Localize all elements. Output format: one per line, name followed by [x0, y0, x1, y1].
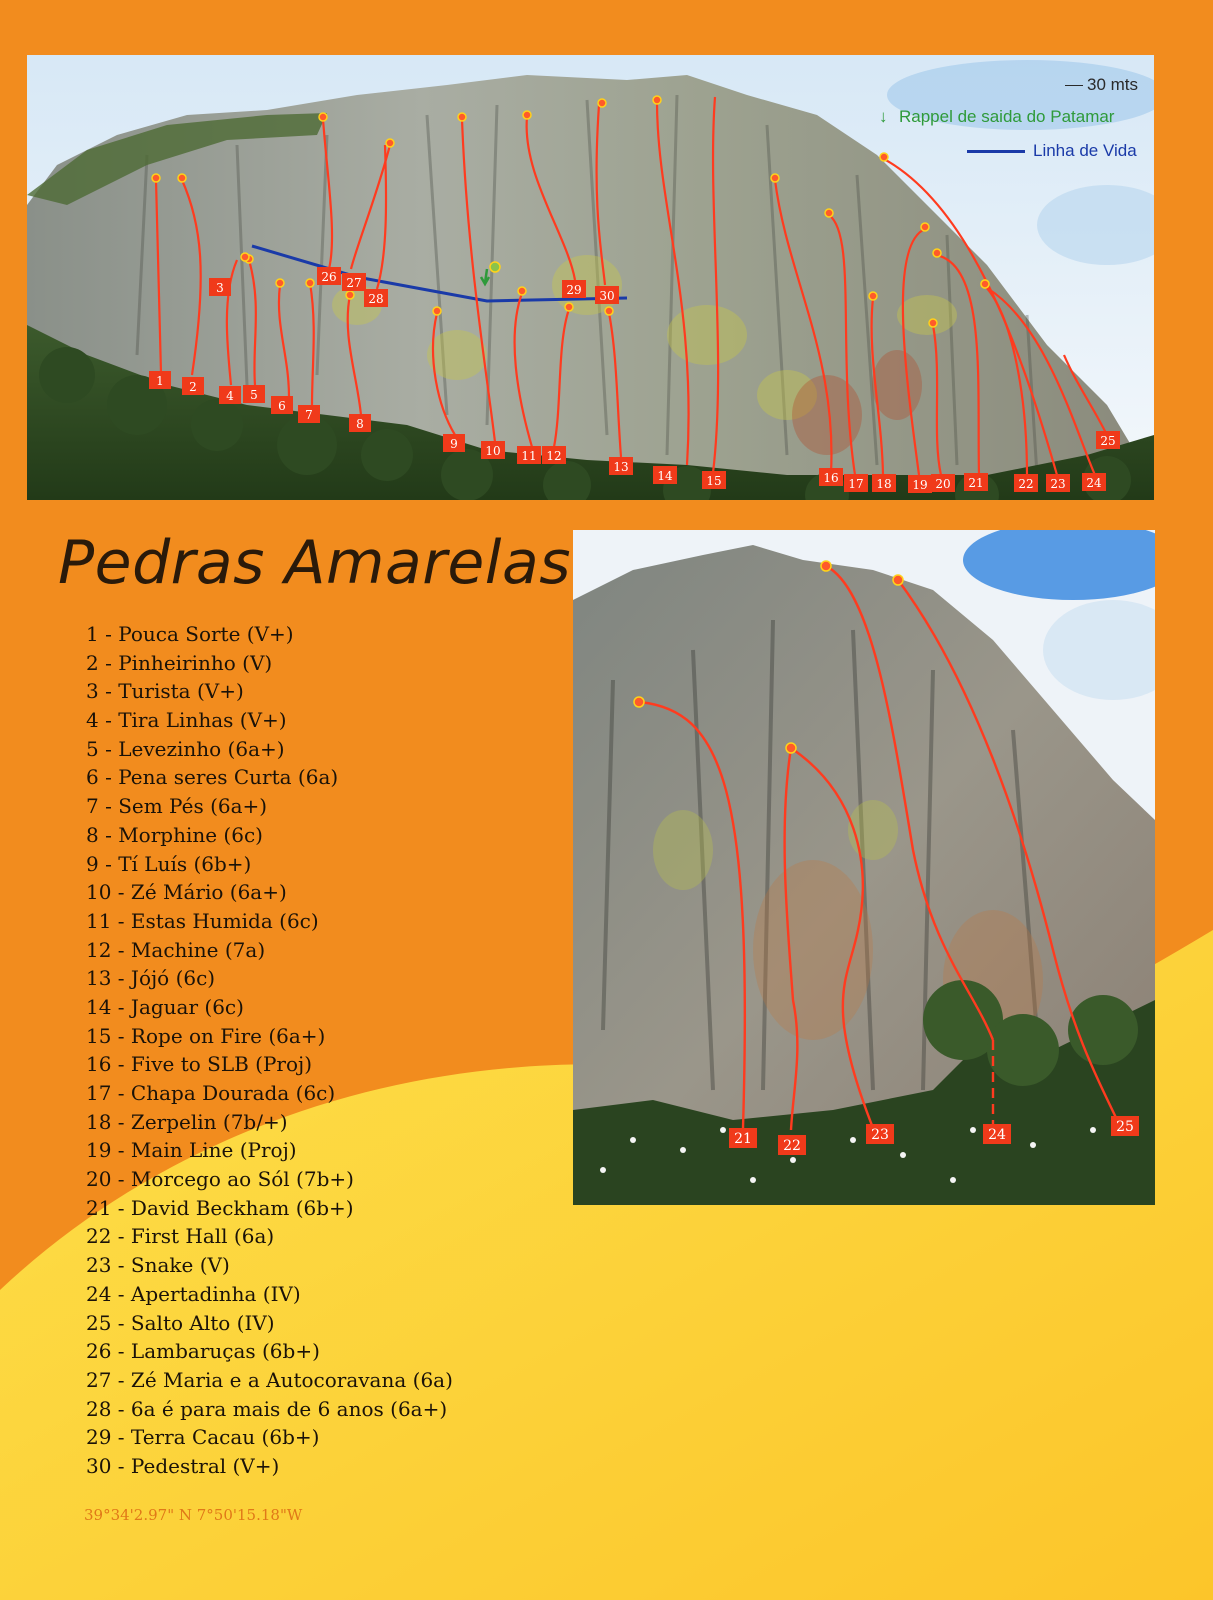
route-list-item: 25 - Salto Alto (IV): [86, 1310, 275, 1335]
scale-bar: [1065, 85, 1083, 86]
route-list-item: 18 - Zerpelin (7b/+): [86, 1109, 288, 1134]
gps-coordinates: 39°34'2.97" N 7°50'15.18"W: [84, 1506, 303, 1524]
svg-text:21: 21: [734, 1131, 752, 1147]
scale-legend: [1065, 75, 1138, 95]
page-title: Pedras Amarelas: [58, 528, 571, 598]
route-list-item: 15 - Rope on Fire (6a+): [86, 1023, 326, 1048]
route-label: [517, 446, 541, 464]
lifeline-legend-line: [967, 150, 1025, 153]
route-label: [653, 466, 677, 484]
route-label: [595, 286, 619, 304]
route-list-item: 6 - Pena seres Curta (6a): [86, 765, 339, 790]
svg-text:23: 23: [1050, 477, 1066, 491]
route-list-item: 16 - Five to SLB (Proj): [86, 1052, 313, 1077]
route-list-item: 21 - David Beckham (6b+): [86, 1195, 354, 1220]
route-list-item: 3 - Turista (V+): [86, 679, 244, 704]
route-label: [819, 468, 843, 486]
route-list-item: 13 - Jójó (6c): [86, 966, 216, 991]
svg-text:29: 29: [566, 283, 582, 297]
lifeline-legend-label: Linha de Vida: [1033, 141, 1137, 160]
route-list-item: 28 - 6a é para mais de 6 anos (6a+): [86, 1396, 448, 1421]
route-label: [1082, 473, 1106, 491]
route-list-item: 19 - Main Line (Proj): [86, 1138, 297, 1163]
svg-text:1: 1: [156, 374, 164, 388]
svg-text:19: 19: [912, 478, 928, 492]
scale-label: 30 mts: [1087, 75, 1139, 94]
route-list-item: 4 - Tira Linhas (V+): [86, 708, 287, 733]
route-label: [1046, 474, 1070, 492]
svg-text:26: 26: [321, 270, 337, 284]
svg-text:24: 24: [1086, 476, 1102, 490]
detail-route-label: [866, 1124, 894, 1144]
svg-text:3: 3: [216, 281, 224, 295]
svg-text:6: 6: [278, 399, 286, 413]
svg-text:25: 25: [1100, 434, 1116, 448]
route-list-item: 27 - Zé Maria e a Autocoravana (6a): [86, 1367, 453, 1392]
detail-route-label: [1111, 1116, 1139, 1136]
route-list-item: 29 - Terra Cacau (6b+): [86, 1425, 320, 1450]
route-list-item: 5 - Levezinho (6a+): [86, 736, 285, 761]
svg-text:9: 9: [450, 437, 458, 451]
svg-text:14: 14: [657, 469, 673, 483]
svg-text:28: 28: [368, 292, 384, 306]
route-list-item: 1 - Pouca Sorte (V+): [86, 622, 294, 646]
svg-text:16: 16: [823, 471, 839, 485]
route-label: [481, 441, 505, 459]
route-list-item: 23 - Snake (V): [86, 1253, 230, 1278]
route-list: [86, 620, 453, 1481]
svg-text:15: 15: [706, 474, 722, 488]
svg-text:18: 18: [876, 477, 892, 491]
svg-text:7: 7: [305, 408, 313, 422]
route-list-item: 12 - Machine (7a): [86, 937, 266, 962]
rappel-legend: [879, 107, 1114, 127]
detail-route-label: [729, 1128, 757, 1148]
crag-photo-main: [27, 55, 1154, 500]
route-list-item: 8 - Morphine (6c): [86, 822, 263, 847]
route-label: [931, 474, 955, 492]
route-list-item: 26 - Lambaruças (6b+): [86, 1339, 320, 1364]
crag-photo-detail: [573, 530, 1155, 1205]
route-list-item: 11 - Estas Humida (6c): [86, 908, 319, 933]
route-label: [219, 386, 241, 404]
route-label: [872, 474, 896, 492]
route-list-item: 30 - Pedestral (V+): [86, 1453, 280, 1478]
route-list-item: 7 - Sem Pés (6a+): [86, 794, 268, 819]
route-label: [243, 385, 265, 403]
route-label: [317, 267, 341, 285]
svg-text:11: 11: [521, 449, 537, 463]
route-list-item: 20 - Morcego ao Sól (7b+): [86, 1167, 354, 1192]
svg-text:13: 13: [613, 460, 629, 474]
route-label: [609, 457, 633, 475]
route-list-item: 2 - Pinheirinho (V): [86, 650, 273, 675]
route-label: [182, 377, 204, 395]
svg-text:5: 5: [250, 388, 258, 402]
route-list-item: 10 - Zé Mário (6a+): [86, 880, 287, 905]
svg-text:22: 22: [783, 1138, 801, 1154]
svg-text:30: 30: [599, 289, 615, 303]
route-label: [271, 396, 293, 414]
svg-text:17: 17: [848, 477, 864, 491]
detail-route-label: [983, 1124, 1011, 1144]
route-label: [1096, 431, 1120, 449]
route-label: [209, 278, 231, 296]
route-label: [149, 371, 171, 389]
svg-text:2: 2: [189, 380, 197, 394]
route-label: [844, 474, 868, 492]
route-list-item: 17 - Chapa Dourada (6c): [86, 1081, 336, 1105]
route-label: [1014, 474, 1038, 492]
svg-text:4: 4: [226, 389, 234, 403]
route-label: [443, 434, 465, 452]
route-label: [298, 405, 320, 423]
route-label: [964, 473, 988, 491]
route-label: [908, 475, 932, 493]
route-list-item: 14 - Jaguar (6c): [86, 994, 244, 1019]
svg-text:27: 27: [346, 276, 362, 290]
rappel-legend-icon: ↓: [879, 107, 888, 126]
detail-route-label: [778, 1135, 806, 1155]
route-label: [342, 273, 366, 291]
svg-text:24: 24: [988, 1127, 1006, 1143]
svg-text:12: 12: [546, 449, 562, 463]
svg-text:8: 8: [356, 417, 364, 431]
rappel-legend-label: Rappel de saida do Patamar: [899, 107, 1115, 126]
svg-text:22: 22: [1018, 477, 1034, 491]
route-label: [542, 446, 566, 464]
route-list-item: 22 - First Hall (6a): [86, 1224, 275, 1249]
route-label: [364, 289, 388, 307]
route-label: [702, 471, 726, 489]
svg-text:20: 20: [935, 477, 951, 491]
svg-text:10: 10: [485, 444, 501, 458]
svg-text:25: 25: [1116, 1119, 1134, 1135]
svg-text:23: 23: [871, 1127, 889, 1143]
route-label: [562, 280, 586, 298]
route-label: [349, 414, 371, 432]
svg-text:21: 21: [968, 476, 984, 490]
route-list-item: 24 - Apertadinha (IV): [86, 1281, 301, 1306]
lifeline-legend: [967, 141, 1137, 161]
route-list-item: 9 - Tí Luís (6b+): [86, 851, 252, 876]
